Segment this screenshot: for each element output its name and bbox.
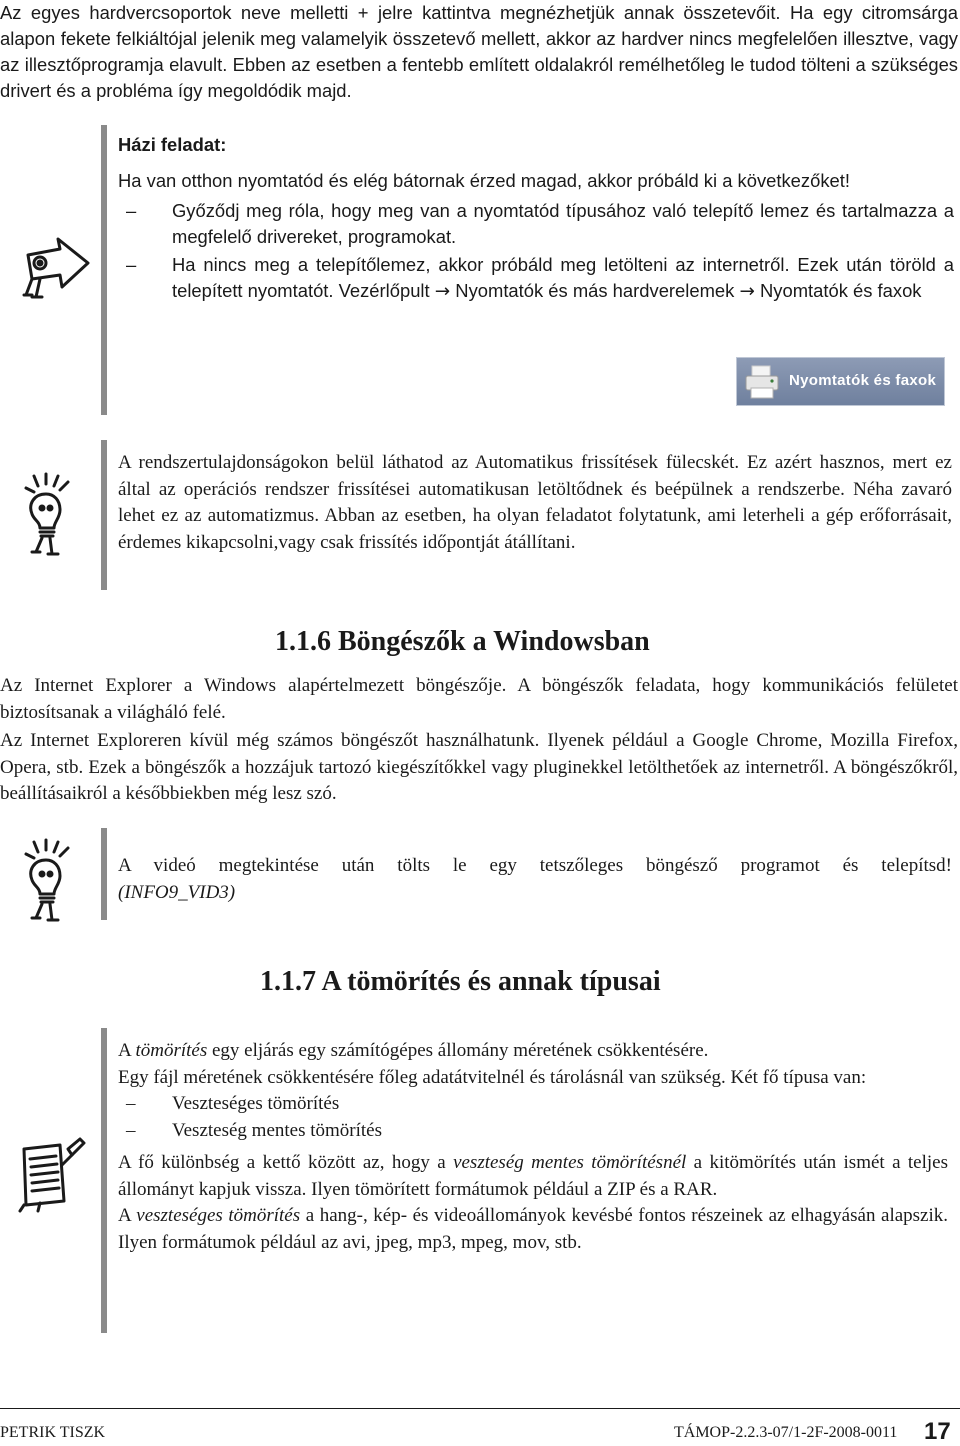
pointing-hand-icon xyxy=(18,235,92,299)
compression-p4-b: a hang-, kép- és videoállományok kevésbé fontos részeinek az elhagyásán alapszik. Ilyen formátumok például az avi, jpeg, mp3, mpeg, mov, stb. xyxy=(118,1205,949,1253)
compression-p4-term: veszteséges tömörítés xyxy=(136,1205,301,1226)
homework-item-2-text-b: Nyomtatók és más hardverelemek xyxy=(455,280,735,301)
compression-p3-a: A fő különbség a kettő között az, hogy a xyxy=(118,1152,446,1173)
intro-paragraph: Az egyes hardvercsoportok neve melletti + jelre kattintva megnézhetjük annak összetevőit. Ha egy citromsárga alapon fekete felkiáltójal jelenik meg valamelyik összetevő mellett, akkor az hardver nincs megfelelően illesztve, vagy az illesztőprogramja elavult. Ebben az esetben a fentebb említett oldalakról remélhetőleg le tudod tölteni a szükséges drivert és a probléma így megoldódik majd. xyxy=(0,2,958,101)
dash-bullet: – xyxy=(126,254,137,275)
compression-list-item xyxy=(118,1118,948,1145)
dash-bullet: – xyxy=(126,200,137,221)
homework-item-1-text: Győződj meg róla, hogy meg van a nyomtatód típusához való telepítő lemez és tartalmazza a megfelelő drivereket, programokat. xyxy=(172,200,954,247)
compression-paragraph-4 xyxy=(118,1203,948,1256)
homework-bar xyxy=(101,125,107,415)
compression-p4-a: A xyxy=(118,1205,131,1226)
homework-intro: Ha van otthon nyomtatód és elég bátornak érzed magad, akkor próbáld ki a következőket! xyxy=(118,170,850,191)
compression-type-lossless: Veszteség mentes tömörítés xyxy=(172,1119,383,1141)
section-117-heading: 1.1.7 A tömörítés és annak típusai xyxy=(260,966,661,997)
tip2-paragraph: A videó megtekintése után tölts le egy tetszőleges böngésző programot és telepítsd! xyxy=(118,855,952,876)
compression-bar xyxy=(101,1028,107,1333)
dash-bullet: – xyxy=(126,1093,136,1114)
section-116-heading: 1.1.6 Böngészők a Windowsban xyxy=(275,626,650,657)
tip1-paragraph: A rendszertulajdonságokon belül láthatod az Automatikus frissítések fülecskét. Ez azért hasznos, mert ez által az operációs rendszer frissítései automatikusan letöltődnek és beépülnek a rendszerbe. Néha zavaró lehet ez az automatizmus. Abban az esetben, ha olyan feladatot folytatunk, ami leterheli a gép erőforrásait, érdemes kikapcsolni,vagy csak frissítés időpontját átállítani. xyxy=(118,452,952,553)
compression-p3-b: a kitömörítés után ismét a teljes állományt kapjuk vissza. Ilyen tömörített formátumok például a ZIP és a RAR. xyxy=(118,1152,948,1200)
homework-item-2 xyxy=(118,252,954,305)
compression-p1-b: egy eljárás egy számítógépes állomány méretének csökkentésére. xyxy=(211,1040,709,1061)
compression-p1-a: A xyxy=(118,1040,131,1061)
compression-paragraph-3 xyxy=(118,1150,948,1203)
tip2-video-code: (INFO9_VID3) xyxy=(118,881,236,903)
compression-paragraph-2: Egy fájl méretének csökkentésére főleg adatátvitelnél és tárolásnál van szükség. Két fő típusa van: xyxy=(118,1066,867,1088)
dash-bullet: – xyxy=(126,1119,136,1141)
footer-rule xyxy=(0,1408,960,1409)
section-116-paragraph-2: Az Internet Exploreren kívül még számos böngészőt használhatunk. Ilyenek például a Google Chrome, Mozilla Firefox, Opera, stb. Ezek a böngészők a hozzájuk tartozó kiegészítőkkel vagy pluginekkel letölthetőek az internetről. A böngészőkről, beállításaikról a későbbiekben még lesz szó. xyxy=(0,730,958,804)
page-number: 17 xyxy=(924,1418,951,1445)
compression-type-lossy: Veszteséges tömörítés xyxy=(172,1093,340,1114)
compression-paragraph-1 xyxy=(118,1038,948,1065)
homework-item-2-text-a: Ha nincs meg a telepítőlemez, akkor próbáld meg letölteni az internetről. Ezek után töröld a telepített nyomtatót. Vezérlőpult xyxy=(172,254,954,301)
lightbulb-icon xyxy=(22,838,84,924)
footer-right: TÁMOP-2.2.3-07/1-2F-2008-0011 xyxy=(674,1424,898,1441)
homework-title: Házi feladat: xyxy=(118,134,227,155)
printers-and-faxes-label: Nyomtatók és faxok xyxy=(789,372,937,389)
homework-item-2-text-c: Nyomtatók és faxok xyxy=(760,280,922,301)
section-116-paragraph-1: Az Internet Explorer a Windows alapértelmezett böngészője. A böngészők feladata, hogy kommunikációs felületet biztosítsanak a világháló felé. xyxy=(0,675,958,723)
arrow-icon: → xyxy=(434,281,451,302)
homework-item-1 xyxy=(118,198,954,250)
document-pen-icon xyxy=(16,1135,88,1213)
compression-p1-term: tömörítés xyxy=(135,1040,208,1061)
arrow-icon: → xyxy=(739,281,755,302)
compression-p3-term: veszteség mentes tömörítésnél xyxy=(453,1152,687,1173)
compression-list-item xyxy=(118,1091,948,1118)
tip1-bar xyxy=(101,440,107,590)
tip2-bar xyxy=(101,828,107,920)
printer-icon xyxy=(743,364,781,400)
footer-left: PETRIK TISZK xyxy=(0,1424,106,1441)
printers-and-faxes-screenshot xyxy=(736,357,945,406)
lightbulb-icon xyxy=(22,472,84,558)
